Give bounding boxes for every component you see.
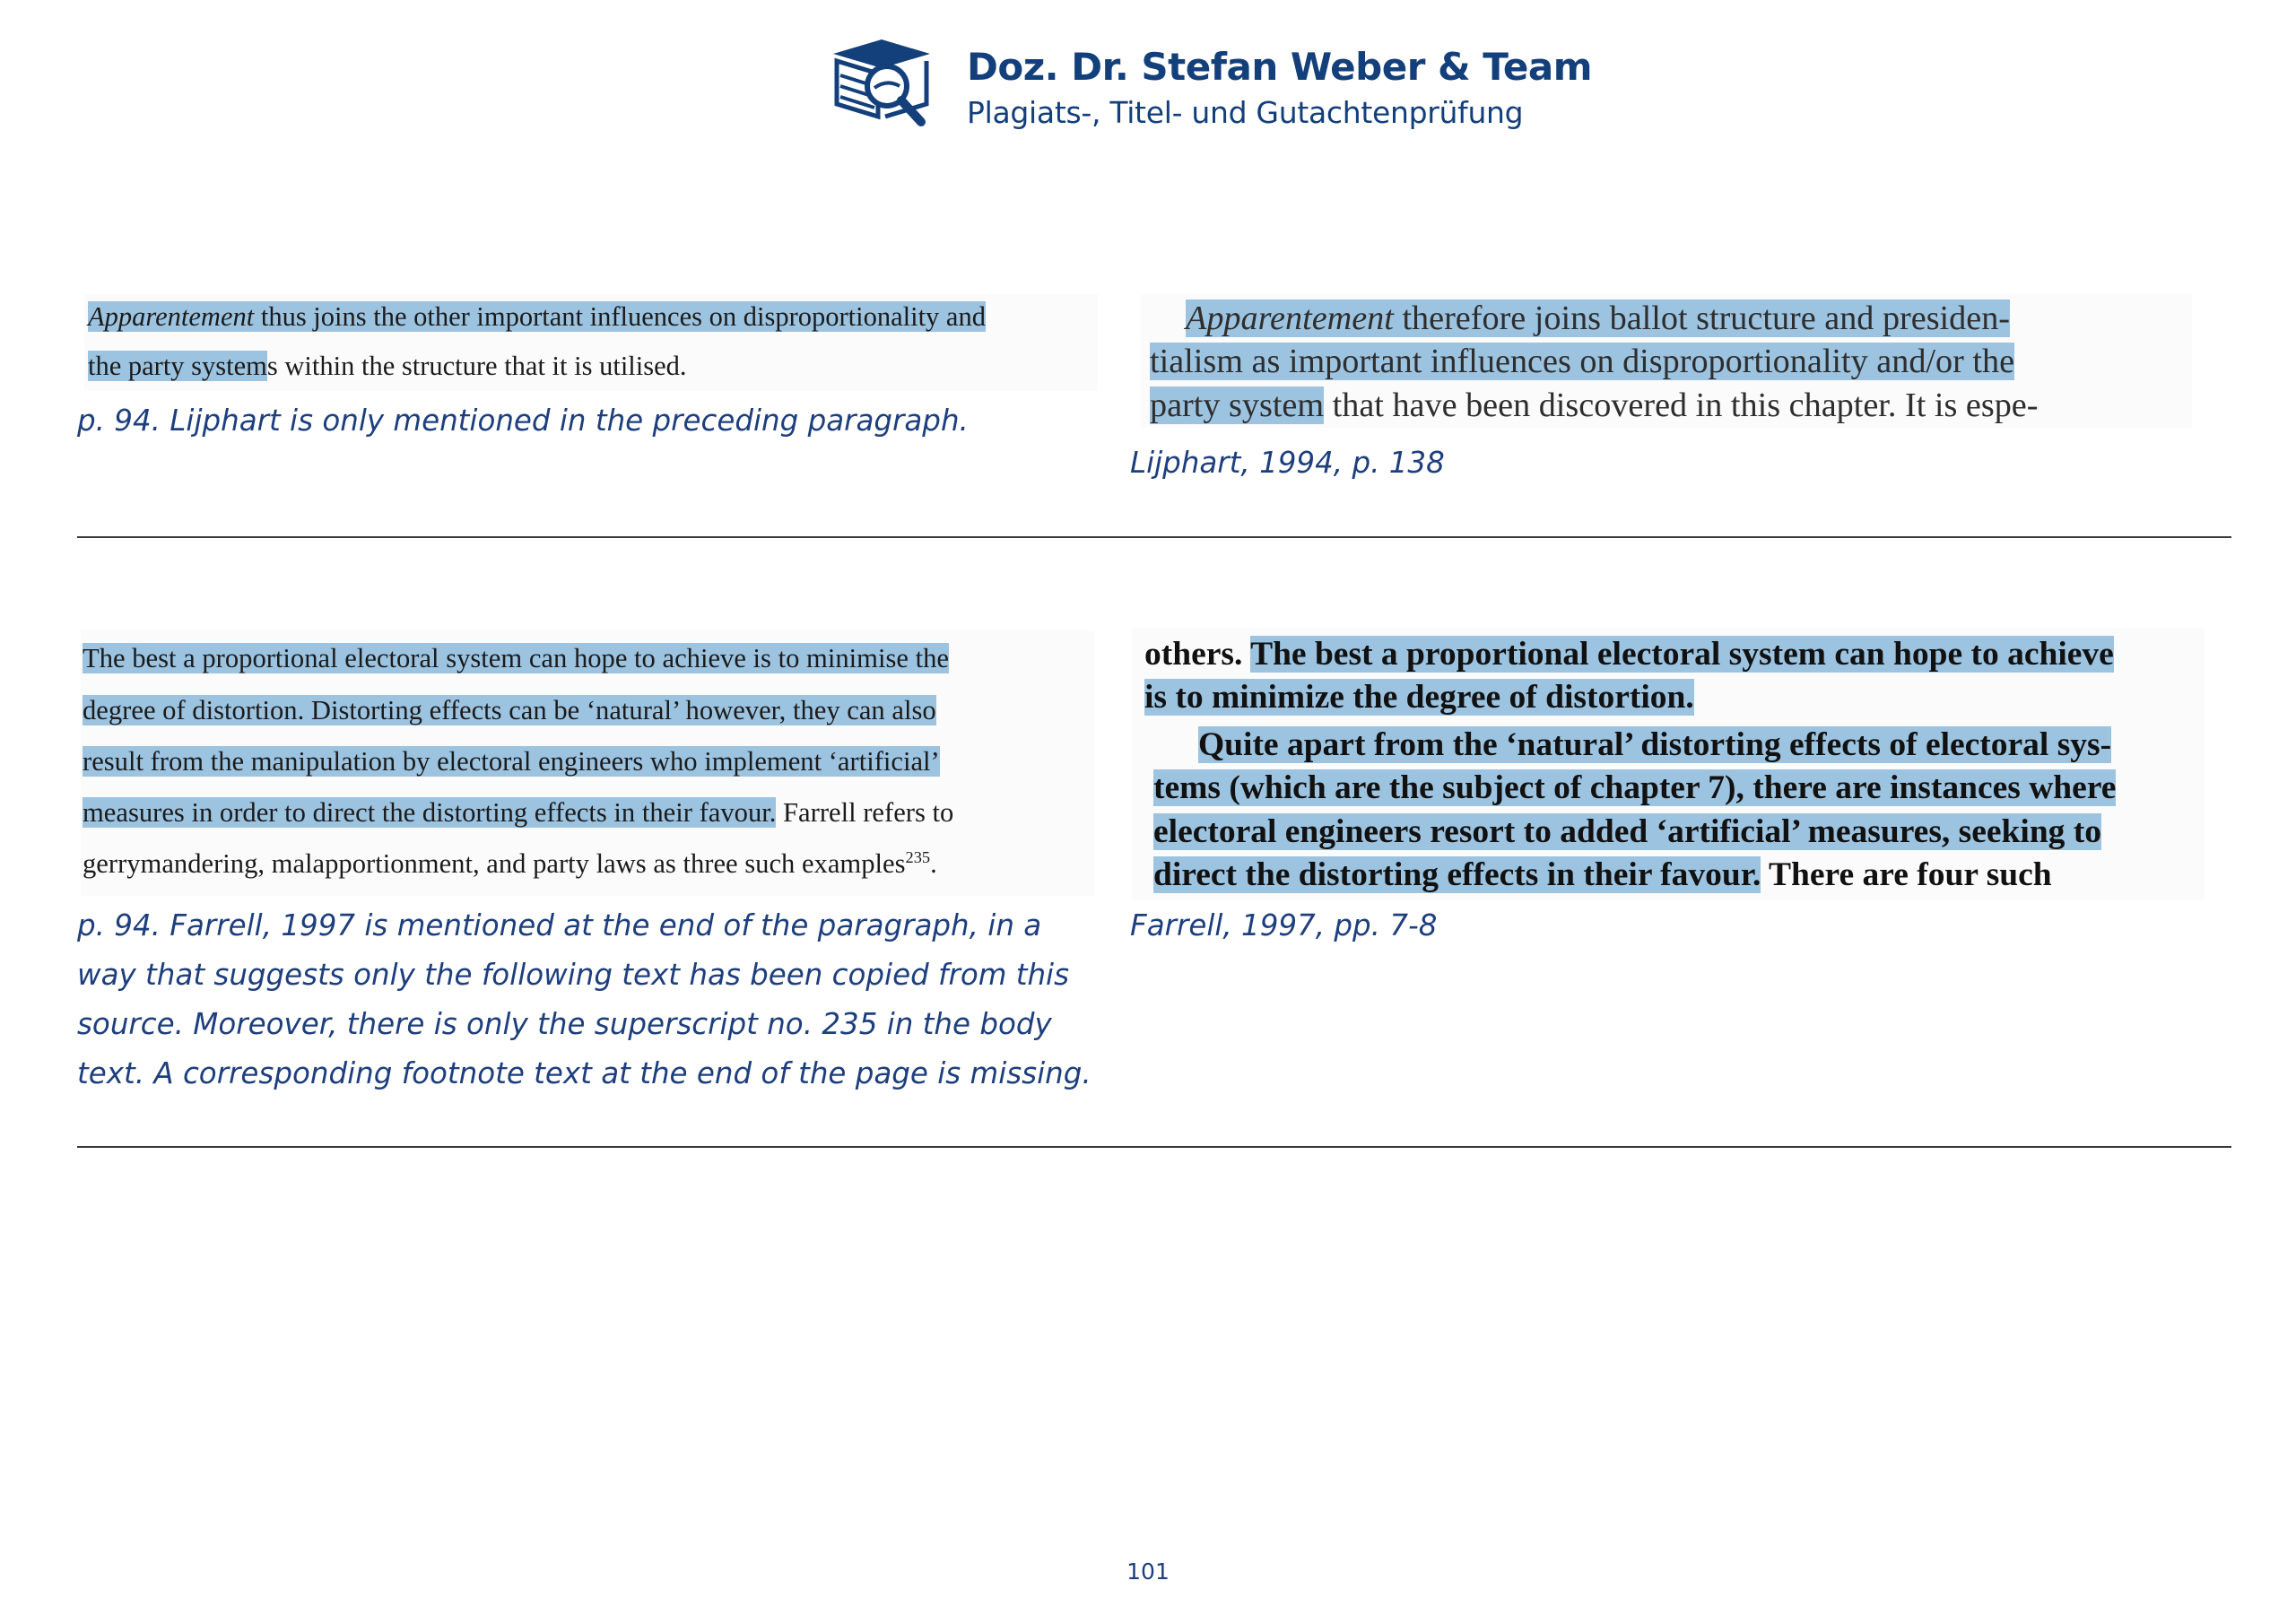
excerpt-line: party system that have been discovered in this chapter. It is espe- bbox=[1150, 386, 2039, 424]
thesis-excerpt-1 bbox=[84, 294, 1098, 391]
excerpt-line: measures in order to direct the distorting effects in their favour. Farrell refers to bbox=[83, 797, 954, 828]
excerpt-line: others. The best a proportional electoral system can hope to achieve bbox=[1144, 636, 2114, 673]
thesis-caption-2: p. 94. Farrell, 1997 is mentioned at the end of the paragraph, in a way that suggests only the following text has been copied from this source. Moreover, there is only the superscript no. 235 in the body text. A corresponding footnote text at the end of the page is missing. bbox=[77, 908, 1091, 1090]
excerpt-line: gerrymandering, malapportionment, and party laws as three such examples$^{235}$. bbox=[83, 847, 937, 879]
org-tagline: Plagiats-, Titel- und Gutachtenprüfung bbox=[967, 95, 1524, 130]
footnote-marker: 235 bbox=[905, 847, 931, 866]
excerpt-line: tialism as important influences on disproportionality and/or the bbox=[1150, 343, 2015, 380]
source-caption-1: Lijphart, 1994, p. 138 bbox=[1130, 446, 1445, 480]
page-number: 101 bbox=[1126, 1559, 1170, 1585]
book-magnifier-logo-icon bbox=[828, 34, 935, 131]
thesis-caption-1: p. 94. Lijphart is only mentioned in the preceding paragraph. bbox=[77, 404, 969, 438]
excerpt-line: Quite apart from the ‘natural’ distorting effects of electoral sys- bbox=[1198, 726, 2112, 763]
excerpt-line: Apparentement thus joins the other important influences on disproportionality and bbox=[88, 301, 986, 332]
header-brand bbox=[828, 34, 1592, 135]
excerpt-line: degree of distortion. Distorting effects can be ‘natural’ however, they can also bbox=[83, 695, 936, 725]
excerpt-line: Apparentement therefore joins ballot structure and presiden- bbox=[1186, 300, 2011, 337]
thesis-excerpt-2 bbox=[81, 630, 1094, 896]
source-excerpt-1 bbox=[1141, 293, 2192, 428]
section-divider bbox=[77, 1146, 2231, 1148]
source-excerpt-2 bbox=[1132, 628, 2205, 900]
excerpt-line: electoral engineers resort to added ‘artificial’ measures, seeking to bbox=[1153, 813, 2102, 850]
excerpt-line: result from the manipulation by electoral engineers who implement ‘artificial’ bbox=[83, 746, 940, 777]
excerpt-line: is to minimize the degree of distortion. bbox=[1144, 679, 1694, 716]
source-caption-2: Farrell, 1997, pp. 7-8 bbox=[1130, 908, 1438, 942]
excerpt-line: direct the distorting effects in their favour. There are four such bbox=[1153, 856, 2052, 893]
section-divider bbox=[77, 536, 2231, 538]
excerpt-line: tems (which are the subject of chapter 7), there are instances where bbox=[1153, 769, 2117, 806]
org-name: Doz. Dr. Stefan Weber & Team bbox=[967, 45, 1592, 89]
excerpt-line: The best a proportional electoral system can hope to achieve is to minimise the bbox=[83, 643, 949, 673]
excerpt-line: the party systems within the structure that it is utilised. bbox=[88, 351, 687, 381]
